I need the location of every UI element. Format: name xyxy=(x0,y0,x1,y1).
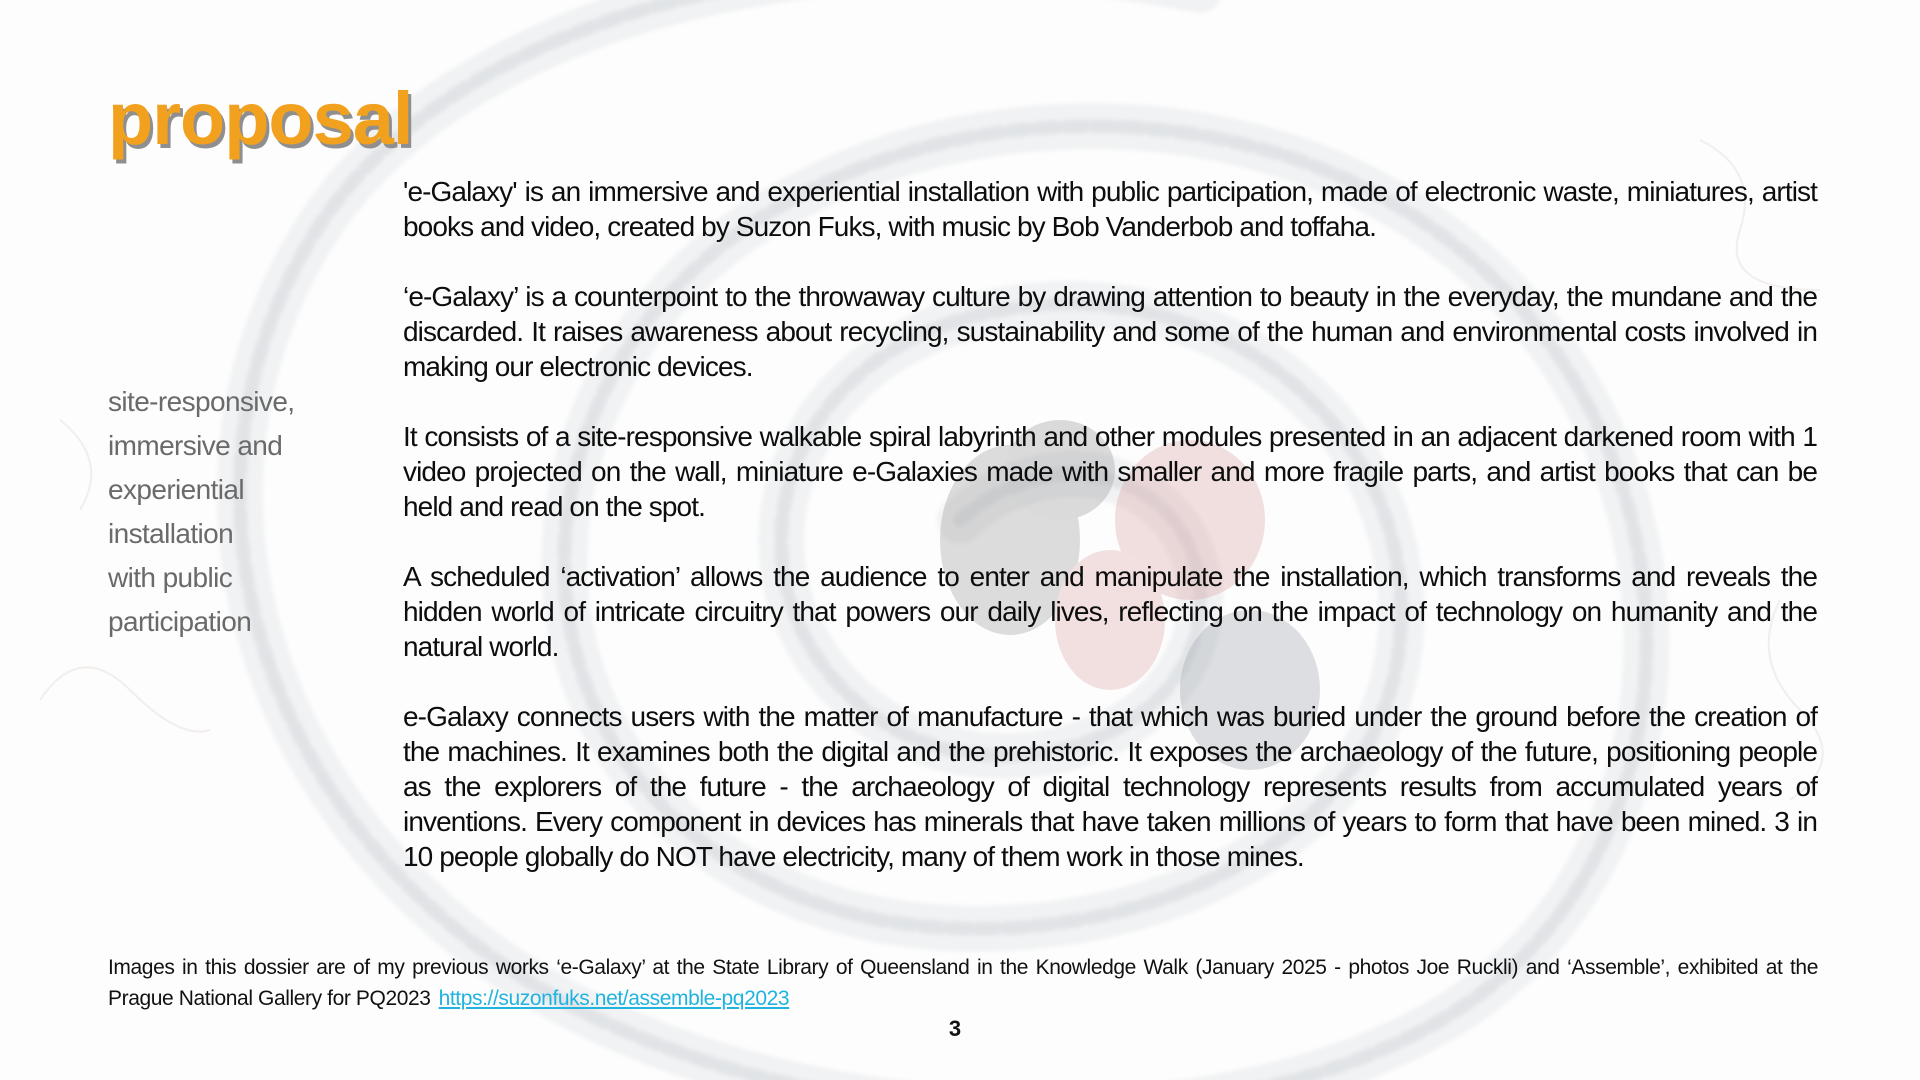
body-paragraph-matter: e-Galaxy connects users with the matter of manufacture - that which was buried under the ground before the creation of the machines. It examines both the digital and the prehistoric. It exposes the archaeology of the future, positioning people as the explorers of the future - the archaeology of digital technology represents results from accumulated years of inventions. Every component in devices has minerals that have taken millions of years to form that have been mined. 3 in 10 people globally do NOT have electricity, many of them work in those mines. xyxy=(403,701,1817,872)
tagline-line: experiential xyxy=(108,474,244,505)
sidebar-tagline xyxy=(108,380,318,644)
tagline-line: site-responsive, xyxy=(108,386,295,417)
footer-caption: Images in this dossier are of my previous works ‘e-Galaxy’ at the State Library of Queensland in the Knowledge Walk (January 2025 - photos Joe Ruckli) and ‘Assemble’, exhibited at the Prague National Gallery for PQ2023 xyxy=(108,956,1818,1010)
body-paragraph-activation: A scheduled ‘activation’ allows the audience to enter and manipulate the installation, which transforms and reveals the hidden world of intricate circuitry that powers our daily lives, reflecting on the impact of technology on humanity and the natural world. xyxy=(403,561,1817,662)
slide-title: proposal xyxy=(108,77,413,160)
body-paragraph-counterpoint: ‘e-Galaxy’ is a counterpoint to the throwaway culture by drawing attention to beauty in the everyday, the mundane and the discarded. It raises awareness about recycling, sustainability and some of the human and environmental costs involved in making our electronic devices. xyxy=(403,281,1817,382)
page-number: 3 xyxy=(948,1016,962,1041)
assemble-link[interactable]: https://suzonfuks.net/assemble-pq2023 xyxy=(438,987,790,1010)
tagline-line: immersive and xyxy=(108,430,283,461)
image-credits-footer xyxy=(108,952,1818,1014)
body-paragraph-intro: 'e-Galaxy' is an immersive and experiential installation with public participation, made of electronic waste, miniatures, artist books and video, created by Suzon Fuks, with music by Bob Vanderbob and toffaha. xyxy=(403,176,1817,242)
tagline-line: participation xyxy=(108,606,252,637)
tagline-line: with public xyxy=(108,562,233,593)
proposal-body xyxy=(403,174,1817,909)
body-paragraph-modules: It consists of a site-responsive walkable spiral labyrinth and other modules presented in an adjacent darkened room with 1 video projected on the wall, miniature e-Galaxies made with smaller and more fragile parts, and artist books that can be held and read on the spot. xyxy=(403,421,1817,522)
tagline-line: installation xyxy=(108,518,234,549)
